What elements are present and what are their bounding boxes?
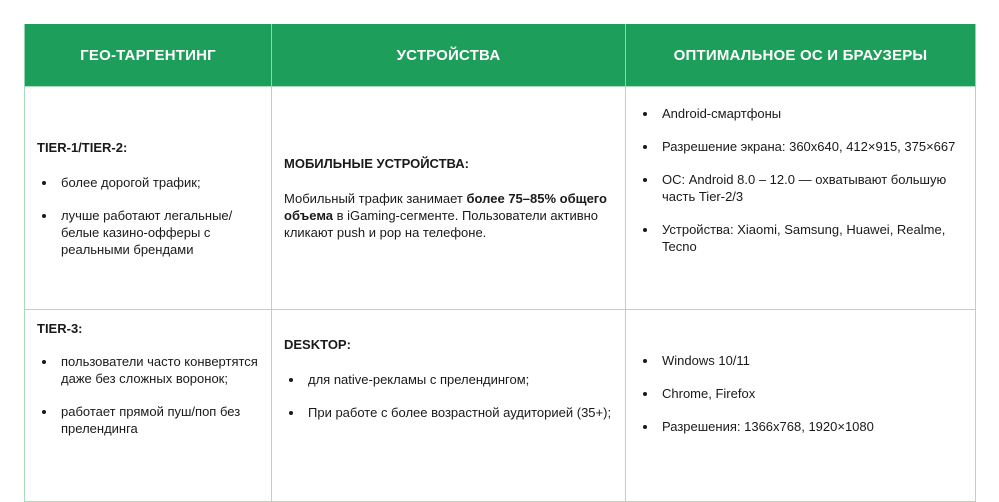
- list-item: • Разрешение экрана: 360x640, 412×915, 375×667: [658, 138, 965, 155]
- header-devices: УСТРОЙСТВА: [272, 24, 626, 87]
- cell-os-desktop: [626, 310, 976, 502]
- list-item: • При работе с более возрастной аудиторией (35+);: [304, 404, 615, 421]
- cell-geo-tier1: [25, 87, 272, 310]
- list-item: • более дорогой трафик;: [57, 174, 261, 191]
- list-item: • работает прямой пуш/поп без прелендинга: [57, 403, 261, 437]
- mobile-text-end: в iGaming-сегменте. Пользователи активно кликают push и pop на телефоне.: [284, 208, 599, 240]
- header-row: [25, 24, 976, 87]
- tier3-list: [37, 353, 261, 437]
- list-item: • лучше работают легальные/ белые казино-офферы с реальными брендами: [57, 207, 261, 258]
- desktop-title: DESKTOP:: [284, 337, 351, 352]
- tier1-list: [37, 174, 261, 258]
- list-item: • Устройства: Xiaomi, Samsung, Huawei, Realme, Tecno: [658, 221, 965, 255]
- mobile-text-bold: более 75–85% общего объема: [284, 191, 607, 223]
- tier3-title: TIER-3:: [37, 321, 83, 336]
- header-os: ОПТИМАЛЬНОЕ ОС И БРАУЗЕРЫ: [626, 24, 976, 87]
- table-row: [25, 87, 976, 310]
- list-item: • ОС: Android 8.0 – 12.0 — охватывают большую часть Tier-2/3: [658, 171, 965, 205]
- desktop-os-list: [638, 352, 965, 435]
- list-item: • Windows 10/11: [658, 352, 965, 369]
- list-item: • Разрешения: 1366x768, 1920×1080: [658, 418, 965, 435]
- mobile-title: МОБИЛЬНЫЕ УСТРОЙСТВА:: [284, 156, 470, 171]
- cell-os-android: [626, 87, 976, 310]
- cell-devices-desktop: [272, 310, 626, 502]
- table-row: [25, 310, 976, 502]
- comparison-table: [24, 24, 976, 502]
- comparison-table-wrapper: [24, 24, 975, 502]
- mobile-text-start: Мобильный трафик занимает: [284, 191, 467, 206]
- mobile-description: [284, 190, 615, 241]
- list-item: • для native-рекламы с прелендингом;: [304, 371, 615, 388]
- desktop-list: [284, 371, 615, 421]
- list-item: • Android-смартфоны: [658, 105, 965, 122]
- list-item: • пользователи часто конвертятся даже без сложных воронок;: [57, 353, 261, 387]
- tier1-title: TIER-1/TIER-2:: [37, 139, 128, 155]
- cell-devices-mobile: [272, 87, 626, 310]
- list-item: • Chrome, Firefox: [658, 385, 965, 402]
- header-geo: ГЕО-ТАРГЕНТИНГ: [25, 24, 272, 87]
- android-list: [638, 105, 965, 255]
- cell-geo-tier3: [25, 310, 272, 502]
